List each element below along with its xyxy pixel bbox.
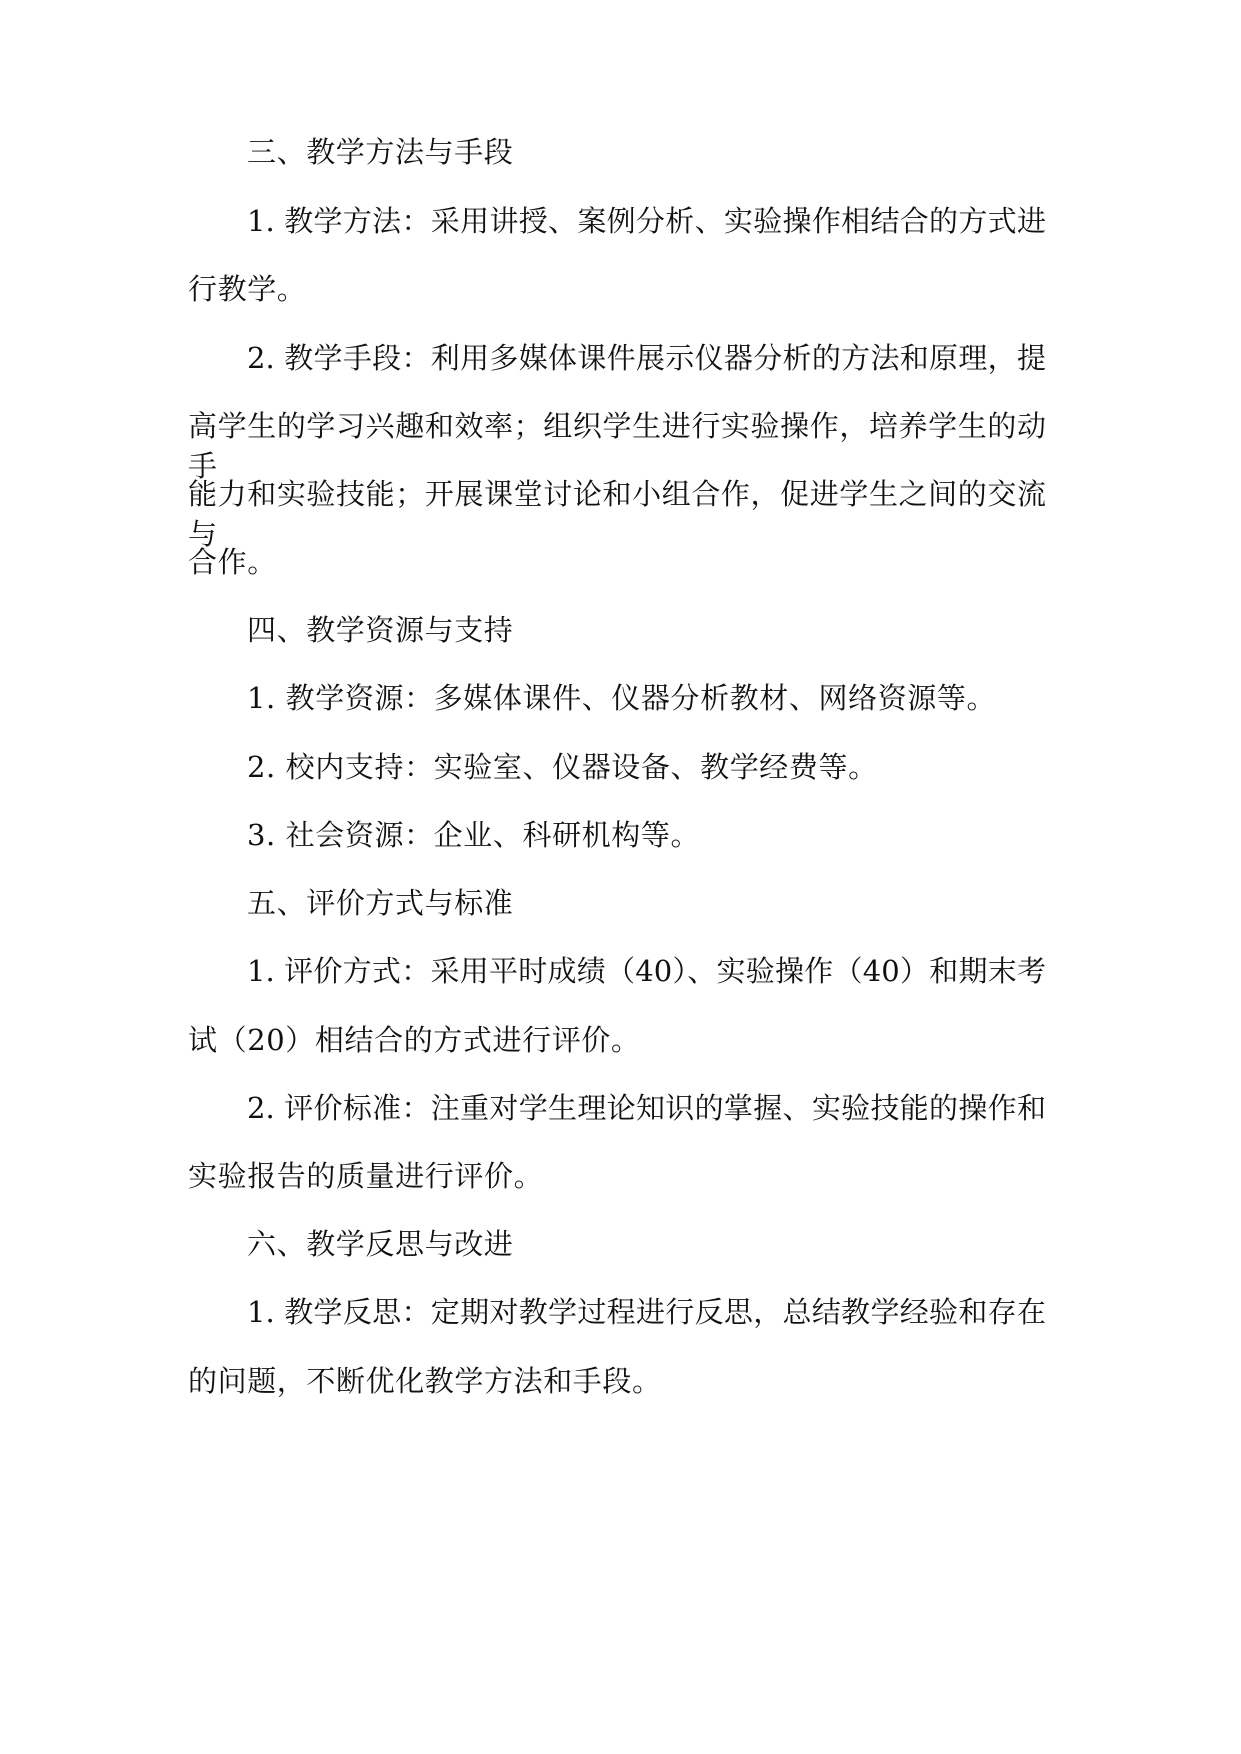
section-heading: 五、评价方式与标准 bbox=[247, 886, 514, 920]
paragraph-line: 1. 教学方法：采用讲授、案例分析、实验操作相结合的方式进 bbox=[247, 204, 1046, 238]
paragraph-line: 合作。 bbox=[188, 545, 277, 579]
paragraph-line: 行教学。 bbox=[188, 272, 307, 306]
paragraph-line: 2. 教学手段：利用多媒体课件展示仪器分析的方法和原理，提 bbox=[247, 341, 1046, 375]
paragraph-line: 1. 教学反思：定期对教学过程进行反思，总结教学经验和存在 bbox=[247, 1295, 1046, 1329]
paragraph-line: 实验报告的质量进行评价。 bbox=[188, 1159, 544, 1193]
paragraph-line: 试（20）相结合的方式进行评价。 bbox=[188, 1023, 641, 1057]
section-heading: 三、教学方法与手段 bbox=[247, 135, 514, 169]
paragraph-line: 的问题，不断优化教学方法和手段。 bbox=[188, 1364, 662, 1398]
section-heading: 四、教学资源与支持 bbox=[247, 613, 514, 647]
paragraph-line: 1. 评价方式：采用平时成绩（40）、实验操作（40）和期末考 bbox=[247, 954, 1046, 988]
paragraph-line: 1. 教学资源：多媒体课件、仪器分析教材、网络资源等。 bbox=[247, 681, 997, 715]
paragraph-line: 2. 评价标准：注重对学生理论知识的掌握、实验技能的操作和 bbox=[247, 1091, 1046, 1125]
paragraph-line: 3. 社会资源：企业、科研机构等。 bbox=[247, 818, 701, 852]
paragraph-line: 高学生的学习兴趣和效率；组织学生进行实验操作，培养学生的动手 bbox=[188, 409, 1046, 483]
paragraph-line: 2. 校内支持：实验室、仪器设备、教学经费等。 bbox=[247, 750, 878, 784]
section-heading: 六、教学反思与改进 bbox=[247, 1227, 514, 1261]
paragraph-line: 能力和实验技能；开展课堂讨论和小组合作，促进学生之间的交流与 bbox=[188, 477, 1046, 551]
